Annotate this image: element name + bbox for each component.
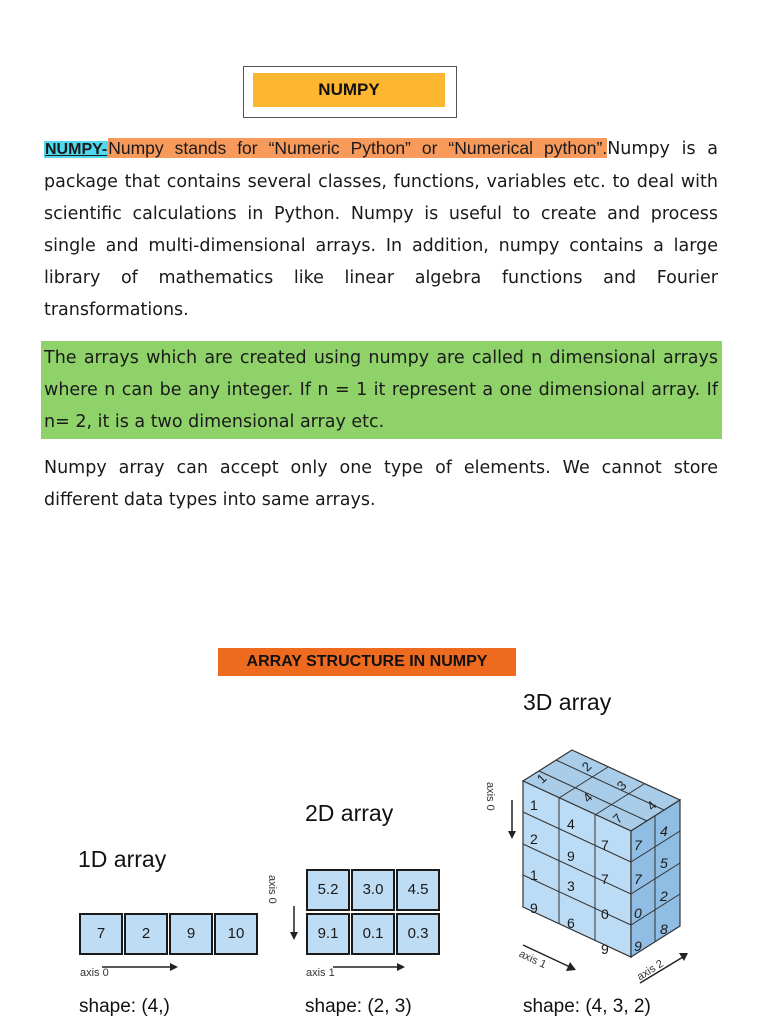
cell-1d: 7	[79, 913, 123, 955]
cell-3d: 6	[567, 915, 575, 931]
label-2d: 2D array	[305, 800, 394, 826]
cell-3d-mid: 0	[601, 906, 609, 922]
title-box	[243, 66, 457, 118]
cell-3d-top: 4	[643, 797, 660, 814]
cell-3d-mid: 7	[601, 837, 609, 853]
intro-paragraph	[44, 132, 718, 326]
cell-3d-top: 3	[613, 777, 630, 794]
axis0-arrow-2d	[282, 866, 302, 946]
cell-3d-top: 4	[579, 789, 596, 806]
cell-3d-top: 1	[533, 770, 550, 787]
cell-3d: 9	[530, 900, 538, 916]
cell-3d-side: 5	[660, 855, 668, 871]
section-title: ARRAY STRUCTURE IN NUMPY	[218, 648, 516, 676]
cell-3d-mid: 9	[601, 941, 609, 957]
axis-label-1d: axis 0	[80, 967, 109, 979]
cell-3d-side: 8	[660, 921, 668, 937]
array-2d	[306, 869, 440, 957]
label-1d: 1D array	[78, 846, 167, 872]
cell-3d-side: 4	[660, 823, 668, 839]
cell-3d: 3	[567, 878, 575, 894]
cell-2d: 5.2	[306, 869, 350, 911]
axis-v-label-2d: axis 0	[266, 875, 278, 904]
cell-3d-mid: 7	[601, 871, 609, 887]
cell-3d: 4	[567, 816, 575, 832]
axis-h-label-2d: axis 1	[306, 967, 335, 979]
label-3d: 3D array	[523, 689, 612, 715]
dimension-note: The arrays which are created using numpy are called n dimensional arrays where n can be any integer. If n = 1 it represent a one dimensional array. If n= 2, it is a two dimensional array etc.	[41, 341, 722, 439]
cell-3d: 1	[530, 867, 538, 883]
cell-1d: 9	[169, 913, 213, 955]
cell-3d-side: 7	[634, 871, 642, 887]
cell-3d: 2	[530, 831, 538, 847]
cell-3d: 9	[567, 848, 575, 864]
axis-d-label-3d: axis 1	[516, 948, 549, 972]
shape-3d: shape: (4, 3, 2)	[523, 996, 651, 1017]
cell-3d-top: 7	[609, 810, 626, 827]
axis-v-label-3d: axis 0	[484, 782, 496, 811]
cell-2d: 0.1	[351, 913, 395, 955]
shape-2d: shape: (2, 3)	[305, 996, 412, 1017]
cell-3d-side: 9	[634, 938, 642, 954]
cell-2d: 4.5	[396, 869, 440, 911]
numpy-tag: NUMPY-	[45, 141, 108, 158]
cell-2d: 9.1	[306, 913, 350, 955]
cell-1d: 2	[124, 913, 168, 955]
array-3d-values	[484, 745, 700, 990]
array-1d	[79, 913, 259, 957]
shape-1d: shape: (4,)	[79, 996, 170, 1017]
cell-2d: 0.3	[396, 913, 440, 955]
cell-3d-side: 0	[634, 905, 642, 921]
cell-1d: 10	[214, 913, 258, 955]
page-title: NUMPY	[253, 73, 445, 107]
cell-3d-side: 7	[634, 837, 642, 853]
definition-highlight: Numpy stands for “Numeric Python” or “Numerical python”.	[108, 138, 608, 158]
axis-s-label-3d: axis 2	[635, 957, 666, 984]
types-note: Numpy array can accept only one type of elements. We cannot store different data types into same arrays.	[44, 458, 718, 510]
cell-3d-side: 2	[660, 888, 668, 904]
cell-3d: 1	[530, 797, 538, 813]
intro-text: Numpy is a package that contains several classes, functions, variables etc. to deal with scientific calculations in Python. Numpy is useful to create and process single and multi-dimensional arrays. In addition, numpy contains a large library of mathematics like linear algebra functions and Fourier transformations.	[44, 139, 718, 320]
cell-3d-top: 2	[578, 758, 595, 775]
cell-2d: 3.0	[351, 869, 395, 911]
